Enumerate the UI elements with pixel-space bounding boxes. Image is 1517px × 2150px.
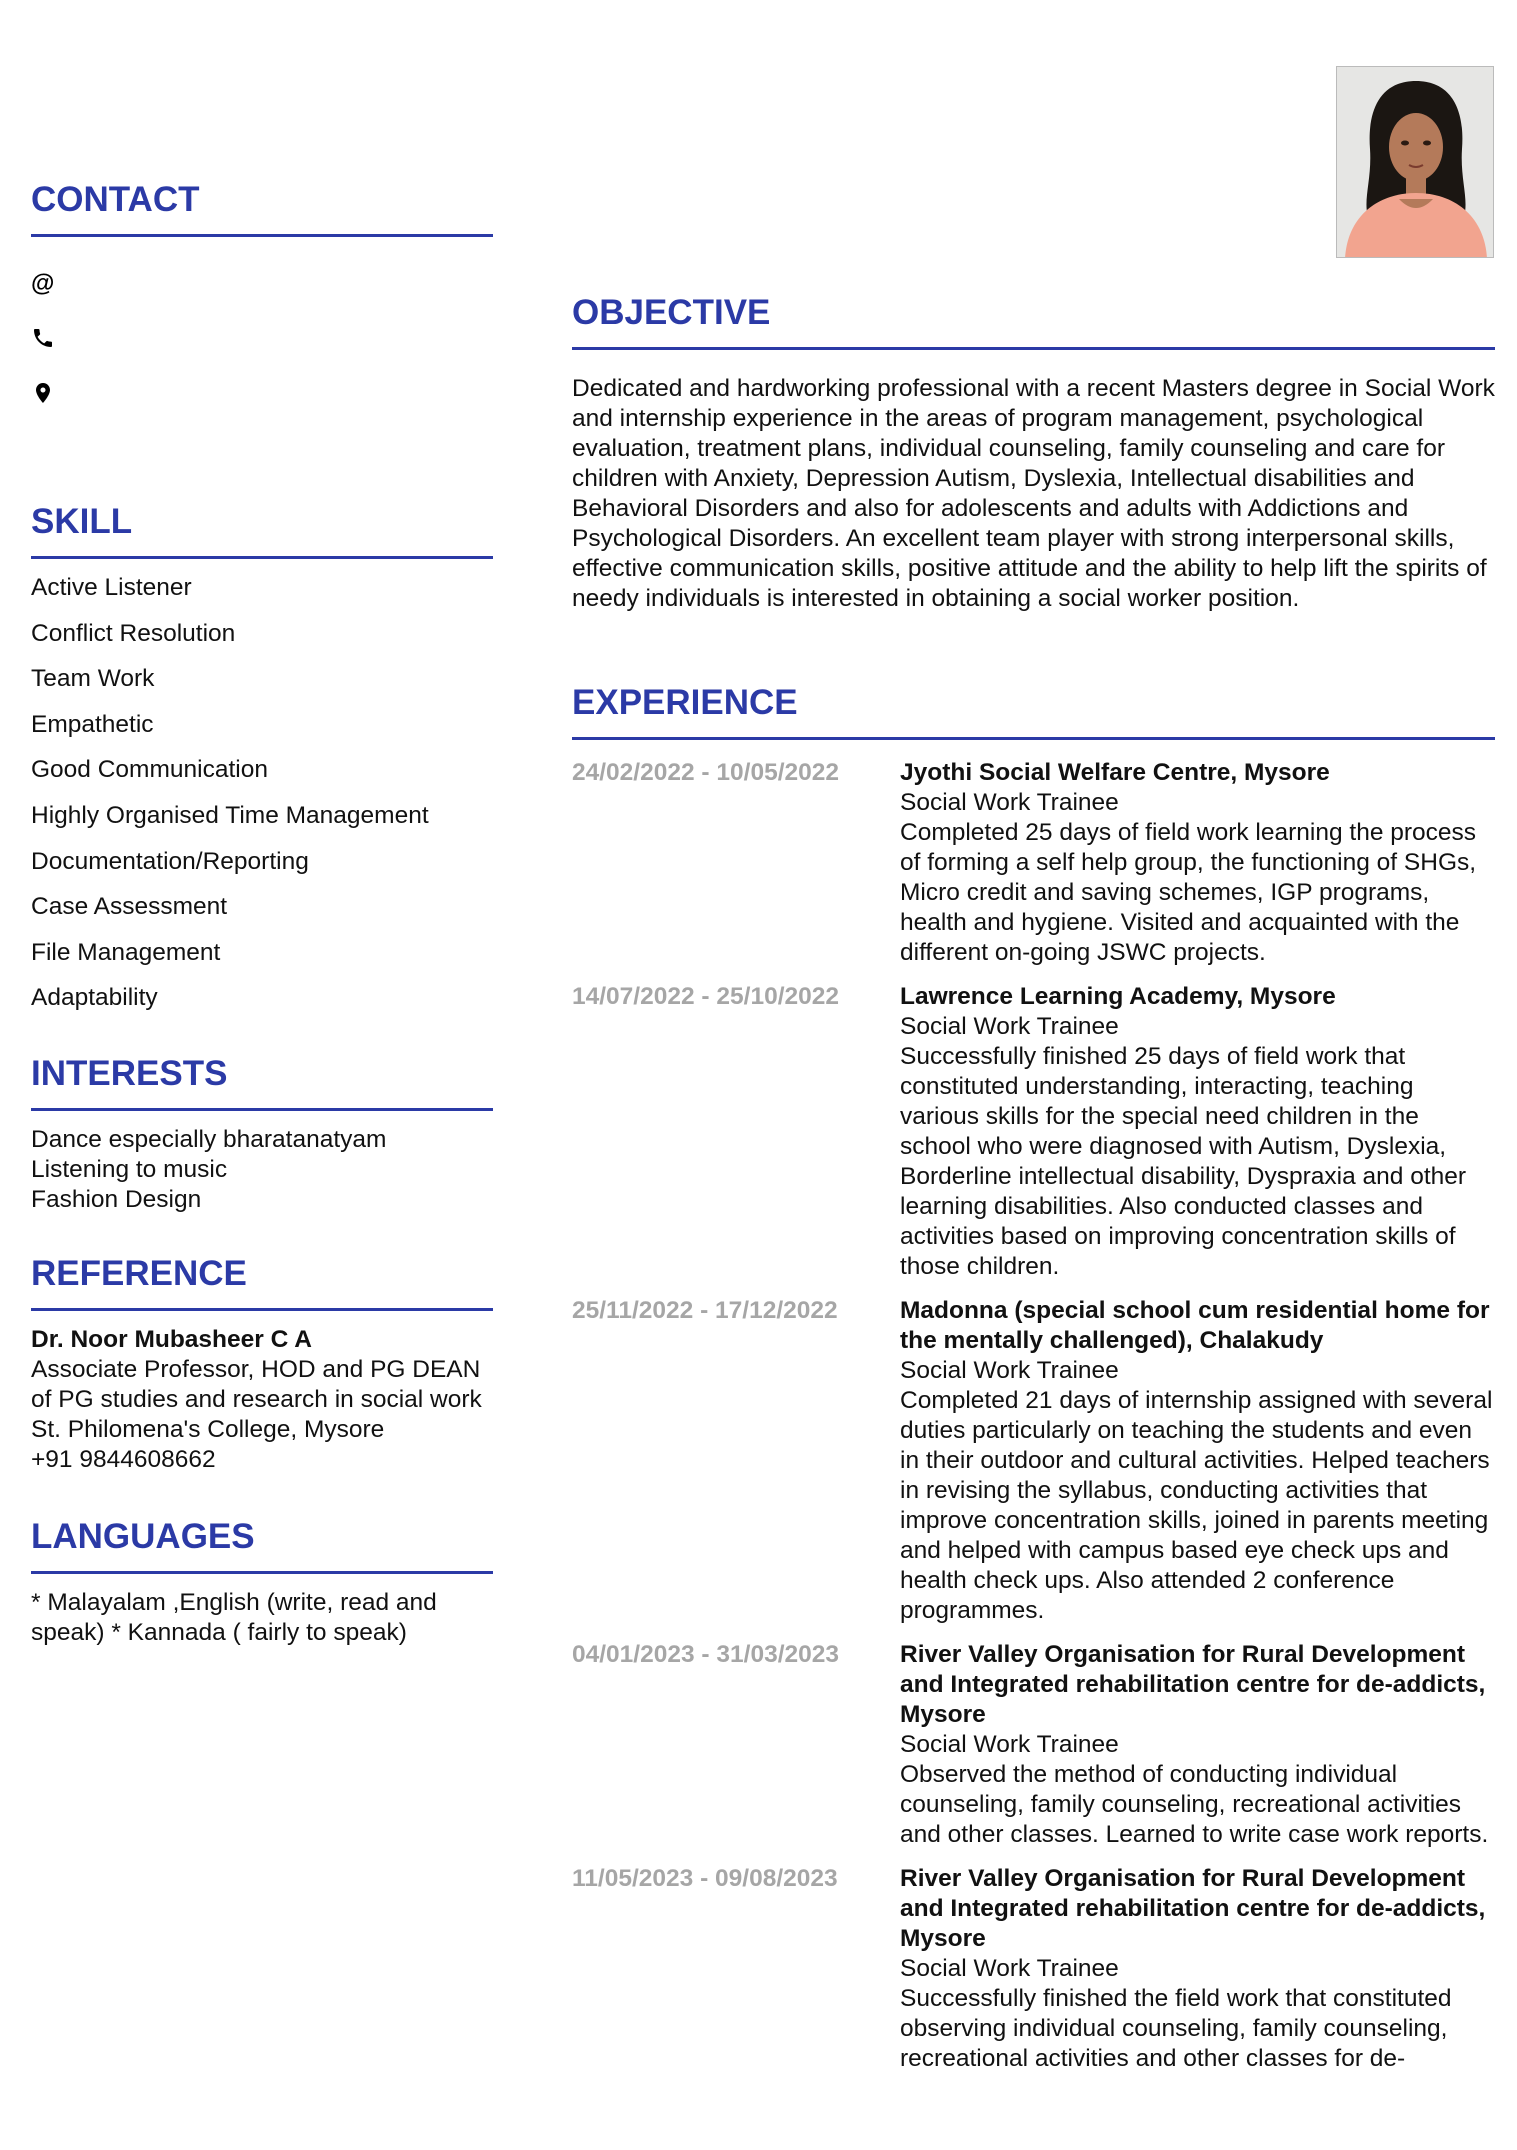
experience-body (900, 982, 1495, 1282)
reference-phone: +91 9844608662 (31, 1446, 216, 1473)
interest-item: Listening to music (31, 1156, 228, 1183)
experience-org: River Valley Organisation for Rural Development and Integrated rehabilitation centre for de-addicts, Mysore (900, 1865, 1486, 1952)
svg-text:@: @ (31, 270, 55, 295)
at-icon (31, 271, 55, 295)
experience-org: Jyothi Social Welfare Centre, Mysore (900, 759, 1330, 786)
experience-desc: Successfully finished 25 days of field work that constituted understanding, interacting, teaching various skills for the special need children in the school who were diagnosed with Autism, Dyslexia, Borderline intellectual disability, Dyspraxia and other learning disabilities. Also conducted classes and activities based on improving concentration skills of those children. (900, 1043, 1467, 1280)
interests-heading: INTERESTS (31, 1054, 493, 1111)
reference-heading: REFERENCE (31, 1254, 493, 1311)
skill-item: Good Communication (31, 756, 268, 784)
languages-text: * Malayalam ,English (write, read and speak) * Kannada ( fairly to speak) (31, 1589, 437, 1646)
interest-item: Fashion Design (31, 1186, 202, 1213)
profile-photo-illustration (1337, 67, 1494, 258)
skill-item: Adaptability (31, 984, 158, 1012)
skill-heading: SKILL (31, 502, 493, 559)
skill-item: Active Listener (31, 574, 192, 601)
experience-item (572, 1864, 1495, 2074)
skill-item: File Management (31, 938, 221, 966)
experience-org: Lawrence Learning Academy, Mysore (900, 983, 1336, 1010)
skill-item: Team Work (31, 665, 155, 693)
experience-dates: 11/05/2023 - 09/08/2023 (572, 1865, 838, 1892)
skill-item: Conflict Resolution (31, 619, 236, 647)
languages-heading: LANGUAGES (31, 1517, 493, 1574)
skill-item: Case Assessment (31, 893, 228, 921)
objective-heading: OBJECTIVE (572, 293, 1495, 350)
reference-line: Associate Professor, HOD and PG DEAN (31, 1356, 481, 1383)
experience-item (572, 1296, 1495, 1626)
experience-desc: Successfully finished the field work that constituted observing individual counseling, family counseling, recreational activities and other classes for de- (900, 1985, 1452, 2072)
experience-role: Social Work Trainee (900, 1013, 1119, 1040)
reference-section (31, 1254, 493, 1475)
experience-item (572, 758, 1495, 968)
experience-dates: 25/11/2022 - 17/12/2022 (572, 1297, 838, 1324)
experience-section (572, 683, 1495, 2074)
experience-body (900, 1864, 1495, 2074)
experience-dates: 04/01/2023 - 31/03/2023 (572, 1641, 840, 1668)
experience-body (900, 1296, 1495, 1626)
reference-line: St. Philomena's College, Mysore (31, 1416, 385, 1443)
skill-list (31, 573, 493, 1029)
skill-item: Empathetic (31, 710, 154, 738)
skill-section (31, 502, 493, 1029)
skill-item: Highly Organised Time Management (31, 801, 429, 829)
experience-desc: Completed 21 days of internship assigned with several duties particularly on teaching the students and even in their outdoor and cultural activities. Helped teachers in revising the syllabus, conducting activities that improve concentration skills, joined in parents meeting and helped with campus based eye check ups and health check ups. Also attended 2 conference programmes. (900, 1387, 1493, 1624)
experience-org: River Valley Organisation for Rural Development and Integrated rehabilitation centre for de-addicts, Mysore (900, 1641, 1486, 1728)
experience-org: Madonna (special school cum residential home for the mentally challenged), Chalakudy (900, 1297, 1490, 1354)
contact-phone (31, 310, 493, 365)
objective-section (572, 293, 1495, 614)
experience-dates: 24/02/2022 - 10/05/2022 (572, 759, 840, 786)
experience-role: Social Work Trainee (900, 1731, 1119, 1758)
experience-item (572, 982, 1495, 1282)
experience-body (900, 758, 1495, 968)
contact-section (31, 180, 493, 420)
experience-desc: Completed 25 days of field work learning the process of forming a self help group, the functioning of SHGs, Micro credit and saving schemes, IGP programs, health and hygiene. Visited and acquainted with the different on-going JSWC projects. (900, 819, 1477, 966)
experience-desc: Observed the method of conducting individual counseling, family counseling, recreational activities and other classes. Learned to write case work reports. (900, 1761, 1489, 1848)
skill-item: Documentation/Reporting (31, 847, 309, 875)
experience-body (900, 1640, 1495, 1850)
experience-item (572, 1640, 1495, 1850)
profile-photo (1336, 66, 1494, 258)
reference-name: Dr. Noor Mubasheer C A (31, 1326, 312, 1353)
location-pin-icon (31, 381, 55, 405)
experience-dates: 14/07/2022 - 25/10/2022 (572, 983, 840, 1010)
contact-address (31, 365, 493, 420)
interests-section (31, 1054, 493, 1215)
contact-heading: CONTACT (31, 180, 493, 237)
experience-role: Social Work Trainee (900, 1955, 1119, 1982)
experience-role: Social Work Trainee (900, 1357, 1119, 1384)
phone-icon (31, 326, 55, 350)
experience-role: Social Work Trainee (900, 789, 1119, 816)
contact-email (31, 255, 493, 310)
reference-line: of PG studies and research in social work (31, 1386, 482, 1413)
interest-item: Dance especially bharatanatyam (31, 1126, 387, 1153)
languages-section (31, 1517, 493, 1648)
objective-text: Dedicated and hardworking professional with a recent Masters degree in Social Work and internship experience in the areas of program management, psychological evaluation, treatment plans, individual counseling, family counseling and care for children with Anxiety, Depression Autism, Dyslexia, Intellectual disabilities and Behavioral Disorders and also for adolescents and adults with Addictions and Psychological Disorders. An excellent team player with strong interpersonal skills, effective communication skills, positive attitude and the ability to help lift the spirits of needy individuals is interested in obtaining a social worker position. (572, 375, 1495, 612)
experience-heading: EXPERIENCE (572, 683, 1495, 740)
